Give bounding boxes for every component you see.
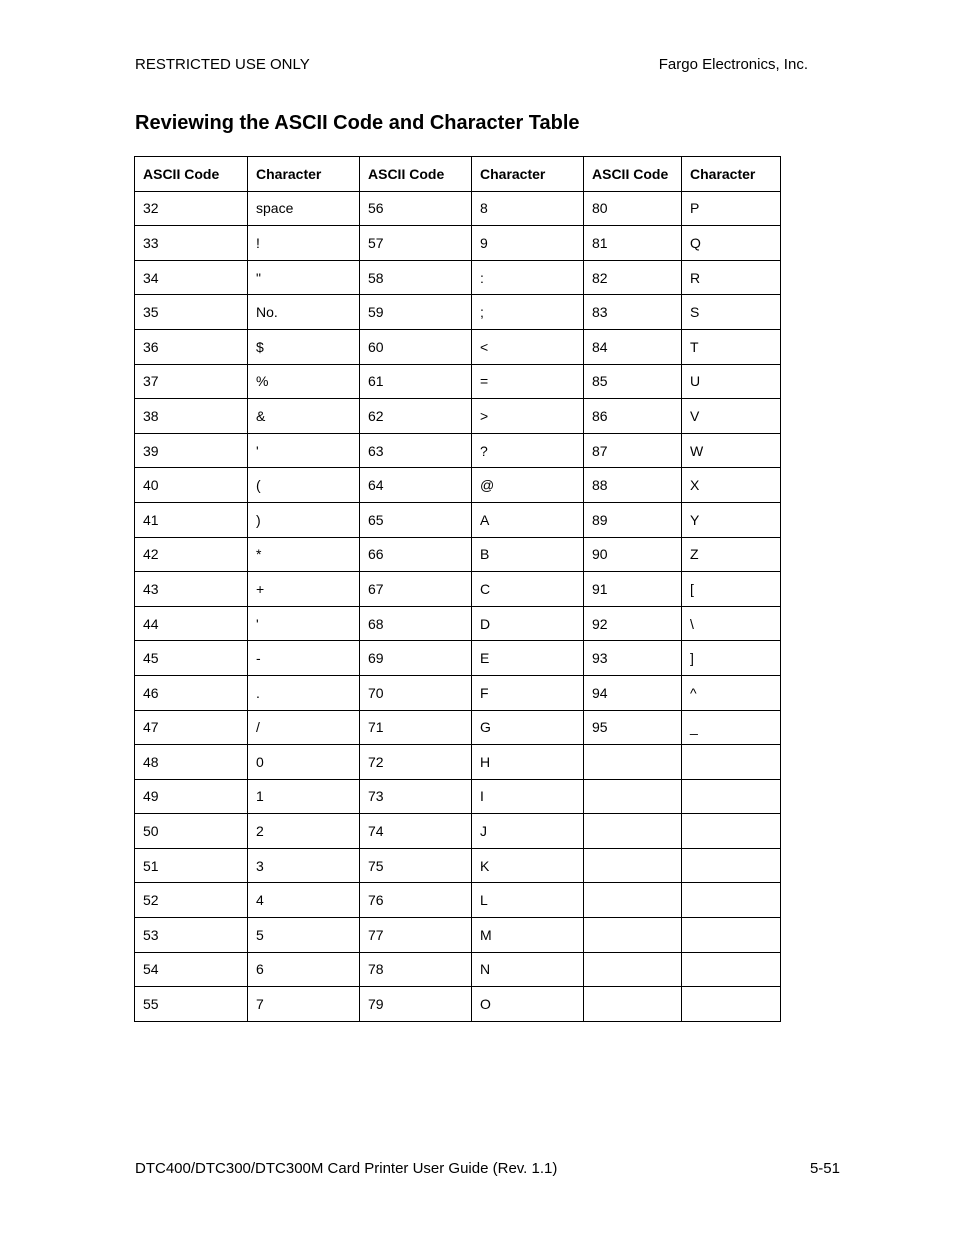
character-cell: @ <box>472 468 584 503</box>
ascii-code-cell: 43 <box>135 572 248 607</box>
table-row <box>135 502 781 537</box>
character-cell: Y <box>682 502 781 537</box>
table-row <box>135 399 781 434</box>
ascii-code-cell: 46 <box>135 675 248 710</box>
ascii-code-cell: 83 <box>584 295 682 330</box>
table-row <box>135 952 781 987</box>
ascii-character-table <box>134 156 781 1022</box>
character-cell: 9 <box>472 226 584 261</box>
character-cell <box>682 848 781 883</box>
character-cell: S <box>682 295 781 330</box>
footer-page-number: 5-51 <box>809 1160 840 1177</box>
character-cell: J <box>472 814 584 849</box>
character-cell: P <box>682 191 781 226</box>
ascii-code-cell <box>584 814 682 849</box>
table-row <box>135 848 781 883</box>
ascii-code-cell: 92 <box>584 606 682 641</box>
ascii-code-cell: 42 <box>135 537 248 572</box>
ascii-code-cell: 89 <box>584 502 682 537</box>
character-cell: ^ <box>682 675 781 710</box>
ascii-code-cell: 91 <box>584 572 682 607</box>
character-cell: ' <box>248 433 360 468</box>
character-cell: ' <box>248 606 360 641</box>
column-header: ASCII Code <box>135 157 248 192</box>
ascii-code-cell: 50 <box>135 814 248 849</box>
ascii-code-cell: 52 <box>135 883 248 918</box>
ascii-code-cell: 33 <box>135 226 248 261</box>
ascii-code-cell: 38 <box>135 399 248 434</box>
character-cell: E <box>472 641 584 676</box>
table-row <box>135 814 781 849</box>
table-row <box>135 675 781 710</box>
ascii-code-cell: 58 <box>360 260 472 295</box>
table-row <box>135 606 781 641</box>
ascii-code-cell: 51 <box>135 848 248 883</box>
character-cell: C <box>472 572 584 607</box>
character-cell: ] <box>682 641 781 676</box>
ascii-code-cell: 48 <box>135 745 248 780</box>
ascii-code-cell <box>584 848 682 883</box>
ascii-code-cell: 73 <box>360 779 472 814</box>
ascii-code-cell: 81 <box>584 226 682 261</box>
character-cell: \ <box>682 606 781 641</box>
page-title: Reviewing the ASCII Code and Character Table <box>135 112 580 134</box>
character-cell: : <box>472 260 584 295</box>
ascii-code-cell: 87 <box>584 433 682 468</box>
character-cell: = <box>472 364 584 399</box>
ascii-code-cell: 82 <box>584 260 682 295</box>
ascii-code-cell: 34 <box>135 260 248 295</box>
ascii-code-cell: 45 <box>135 641 248 676</box>
ascii-code-cell: 54 <box>135 952 248 987</box>
character-cell: V <box>682 399 781 434</box>
ascii-code-cell: 44 <box>135 606 248 641</box>
character-cell: X <box>682 468 781 503</box>
column-header: ASCII Code <box>360 157 472 192</box>
ascii-code-cell <box>584 745 682 780</box>
character-cell: % <box>248 364 360 399</box>
ascii-code-cell: 66 <box>360 537 472 572</box>
ascii-code-cell: 75 <box>360 848 472 883</box>
ascii-code-cell: 49 <box>135 779 248 814</box>
ascii-code-cell: 37 <box>135 364 248 399</box>
table-row <box>135 191 781 226</box>
table-row <box>135 779 781 814</box>
character-cell: D <box>472 606 584 641</box>
ascii-code-cell: 93 <box>584 641 682 676</box>
ascii-code-cell: 80 <box>584 191 682 226</box>
ascii-code-cell: 39 <box>135 433 248 468</box>
column-header: Character <box>472 157 584 192</box>
table-row <box>135 226 781 261</box>
ascii-code-cell: 57 <box>360 226 472 261</box>
column-header: ASCII Code <box>584 157 682 192</box>
ascii-code-cell: 84 <box>584 329 682 364</box>
character-cell: 0 <box>248 745 360 780</box>
character-cell: ; <box>472 295 584 330</box>
table-header-row <box>135 157 781 192</box>
table-row <box>135 572 781 607</box>
character-cell: T <box>682 329 781 364</box>
character-cell: space <box>248 191 360 226</box>
ascii-code-cell: 35 <box>135 295 248 330</box>
ascii-code-cell: 90 <box>584 537 682 572</box>
character-cell: ( <box>248 468 360 503</box>
ascii-code-cell: 55 <box>135 987 248 1022</box>
ascii-code-cell: 64 <box>360 468 472 503</box>
ascii-code-cell: 78 <box>360 952 472 987</box>
ascii-code-cell: 94 <box>584 675 682 710</box>
table-row <box>135 260 781 295</box>
table-row <box>135 537 781 572</box>
ascii-code-cell <box>584 918 682 953</box>
character-cell <box>682 779 781 814</box>
ascii-code-cell: 74 <box>360 814 472 849</box>
ascii-code-cell: 85 <box>584 364 682 399</box>
character-cell: + <box>248 572 360 607</box>
table-row <box>135 641 781 676</box>
character-cell: W <box>682 433 781 468</box>
table-row <box>135 468 781 503</box>
ascii-code-cell: 71 <box>360 710 472 745</box>
character-cell: ? <box>472 433 584 468</box>
ascii-code-cell: 40 <box>135 468 248 503</box>
table-row <box>135 364 781 399</box>
table-row <box>135 295 781 330</box>
character-cell: 5 <box>248 918 360 953</box>
character-cell <box>682 952 781 987</box>
character-cell: 2 <box>248 814 360 849</box>
ascii-code-cell: 69 <box>360 641 472 676</box>
ascii-code-cell: 88 <box>584 468 682 503</box>
table-row <box>135 329 781 364</box>
ascii-code-cell: 36 <box>135 329 248 364</box>
ascii-code-cell: 79 <box>360 987 472 1022</box>
character-cell: * <box>248 537 360 572</box>
character-cell <box>682 814 781 849</box>
ascii-code-cell: 67 <box>360 572 472 607</box>
character-cell: 7 <box>248 987 360 1022</box>
character-cell: 6 <box>248 952 360 987</box>
ascii-code-cell <box>584 987 682 1022</box>
ascii-code-cell: 53 <box>135 918 248 953</box>
ascii-code-cell: 76 <box>360 883 472 918</box>
ascii-code-cell: 47 <box>135 710 248 745</box>
character-cell <box>682 883 781 918</box>
character-cell <box>682 918 781 953</box>
character-cell: < <box>472 329 584 364</box>
character-cell: R <box>682 260 781 295</box>
table-body <box>135 191 781 1021</box>
ascii-code-cell <box>584 952 682 987</box>
character-cell <box>682 745 781 780</box>
table-row <box>135 883 781 918</box>
table-row <box>135 918 781 953</box>
header-company-name: Fargo Electronics, Inc. <box>658 56 808 73</box>
character-cell: M <box>472 918 584 953</box>
table-row <box>135 987 781 1022</box>
character-cell: Z <box>682 537 781 572</box>
ascii-code-cell <box>584 779 682 814</box>
character-cell: - <box>248 641 360 676</box>
character-cell <box>682 987 781 1022</box>
character-cell: No. <box>248 295 360 330</box>
character-cell: " <box>248 260 360 295</box>
column-header: Character <box>682 157 781 192</box>
table-row <box>135 710 781 745</box>
character-cell: ) <box>248 502 360 537</box>
ascii-code-cell: 77 <box>360 918 472 953</box>
ascii-code-cell: 62 <box>360 399 472 434</box>
character-cell: ! <box>248 226 360 261</box>
character-cell: $ <box>248 329 360 364</box>
character-cell: G <box>472 710 584 745</box>
ascii-code-cell: 32 <box>135 191 248 226</box>
ascii-code-cell: 60 <box>360 329 472 364</box>
character-cell: 4 <box>248 883 360 918</box>
table-row <box>135 745 781 780</box>
table-row <box>135 433 781 468</box>
ascii-code-cell: 95 <box>584 710 682 745</box>
character-cell: H <box>472 745 584 780</box>
character-cell: I <box>472 779 584 814</box>
footer-document-title: DTC400/DTC300/DTC300M Card Printer User Guide (Rev. 1.1) <box>135 1160 558 1177</box>
character-cell: 1 <box>248 779 360 814</box>
character-cell: B <box>472 537 584 572</box>
ascii-code-cell: 61 <box>360 364 472 399</box>
character-cell: 8 <box>472 191 584 226</box>
character-cell: L <box>472 883 584 918</box>
character-cell: O <box>472 987 584 1022</box>
character-cell: A <box>472 502 584 537</box>
character-cell: & <box>248 399 360 434</box>
ascii-code-cell: 68 <box>360 606 472 641</box>
character-cell: 3 <box>248 848 360 883</box>
character-cell: K <box>472 848 584 883</box>
ascii-code-cell <box>584 883 682 918</box>
character-cell: _ <box>682 710 781 745</box>
character-cell: / <box>248 710 360 745</box>
character-cell: [ <box>682 572 781 607</box>
character-cell: N <box>472 952 584 987</box>
ascii-code-cell: 86 <box>584 399 682 434</box>
header-restricted-label: RESTRICTED USE ONLY <box>135 56 310 73</box>
ascii-code-cell: 59 <box>360 295 472 330</box>
ascii-code-cell: 70 <box>360 675 472 710</box>
ascii-code-cell: 56 <box>360 191 472 226</box>
ascii-code-cell: 41 <box>135 502 248 537</box>
column-header: Character <box>248 157 360 192</box>
ascii-code-cell: 72 <box>360 745 472 780</box>
ascii-code-cell: 65 <box>360 502 472 537</box>
character-cell: Q <box>682 226 781 261</box>
character-cell: . <box>248 675 360 710</box>
character-cell: U <box>682 364 781 399</box>
character-cell: > <box>472 399 584 434</box>
ascii-code-cell: 63 <box>360 433 472 468</box>
character-cell: F <box>472 675 584 710</box>
